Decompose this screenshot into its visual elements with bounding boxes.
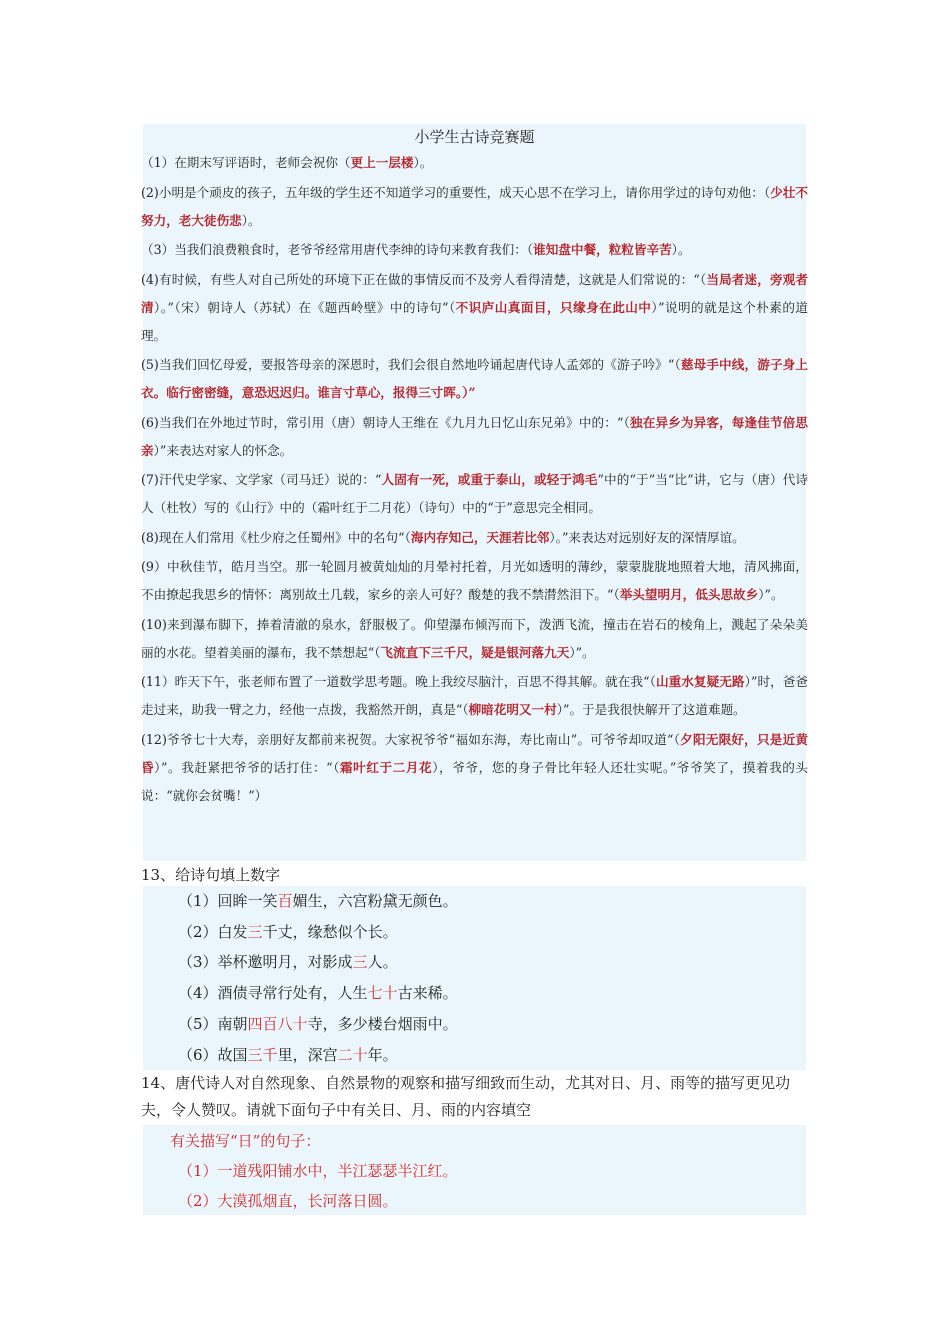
- question-text: ）。”（宋）朝诗人（苏轼）在《题西岭壁》中的诗句“（: [154, 299, 456, 315]
- question-text: ）”。: [569, 644, 595, 660]
- answer-text: 少壮不努力，老大徒伤悲: [141, 184, 809, 228]
- question-item: [141, 524, 808, 552]
- question-item: [141, 553, 808, 609]
- question-text: (12)爷爷七十大寿，亲朋好友都前来祝贺。大家祝爷爷“福如东海，寿比南山”。可爷爷却叹道“（: [141, 731, 681, 747]
- question-text: （1）在期末写评语时，老师会祝你（: [141, 155, 351, 170]
- section14-heading: 14、唐代诗人对自然现象、自然景物的观察和描写细致而生动，尤其对日、月、雨等的描写更见功夫，令人赞叹。请就下面句子中有关日、月、雨的内容填空: [141, 1074, 791, 1119]
- section14-subheading: 有关描写“日”的句子：: [170, 1132, 321, 1150]
- answer-text: 山重水复疑无路: [655, 674, 745, 689]
- question-text: ”中的“于”当“比”讲，它与（唐）代诗人（杜牧）写的《山行》中的（霜叶红于二月花）（诗句）中的“于”意思完全相同。: [141, 472, 809, 515]
- answer-text: 人固有一死，或重于泰山，或轻于鸿毛: [381, 472, 598, 487]
- poem-text: 千丈，缘愁似个长。: [262, 922, 398, 941]
- answer-text: 更上一层楼: [350, 155, 414, 170]
- poem-text: 年。: [367, 1045, 398, 1064]
- number-answer: 二十: [337, 1045, 368, 1064]
- question-text: ）”。: [758, 587, 784, 602]
- poem-text: 里，深宫: [277, 1045, 338, 1064]
- number-answer: 百: [277, 892, 293, 910]
- question-text: (4)有时候，有些人对自己所处的环境下正在做的事情反而不及旁人看得清楚，这就是人们常说的：“（: [141, 271, 707, 287]
- poem-text: （4）酒债寻常行处有，人生: [178, 984, 368, 1003]
- page-title: 小学生古诗竞赛题: [414, 128, 535, 146]
- answer-text: 不识庐山真面目，只缘身在此山中: [455, 299, 652, 315]
- answer-text: 飞流直下三千尺，疑是银河落九天: [380, 644, 570, 660]
- question-text: (10)来到瀑布脚下，捧着清澈的泉水，舒服极了。仰望瀑布倾泻而下，泼洒飞流，撞击在岩石的棱角上，溅起了朵朵美丽的水花。望着美丽的瀑布，我不禁想起“（: [141, 616, 808, 660]
- question-text: (11）昨天下午，张老师布置了一道数学思考题。晚上我绞尽脑汁，百思不得其解。就在我“（: [141, 674, 656, 689]
- answer-text: 当局者迷，旁观者清: [141, 271, 809, 315]
- poem-text: （3）举杯邀明月，对影成: [178, 953, 353, 972]
- section13-heading: 13、给诗句填上数字: [141, 866, 281, 884]
- answer-text: 独在异乡为异客，每逢佳节倍思亲: [141, 414, 808, 458]
- section14-item: （2）大漠孤烟直，长河落日圆。: [178, 1192, 398, 1210]
- question-text: (2)小明是个顽皮的孩子，五年级的学生还不知道学习的重要性，成天心思不在学习上，请你用学过的诗句劝他：（: [141, 184, 771, 200]
- question-item: [141, 266, 808, 350]
- fill-number-item: [178, 1040, 398, 1070]
- fill-number-item: [178, 1009, 458, 1039]
- question-item: [141, 179, 808, 235]
- fill-number-item: [178, 947, 398, 977]
- question-text: (9）中秋佳节，皓月当空。那一轮圆月被黄灿灿的月晕衬托着，月光如透明的薄纱，蒙蒙胧胧地照着大地，清风拂面，不由撩起我思乡的情怀：离别故土几载，家乡的亲人可好？酸楚的我不禁潸然泪下。“（: [141, 559, 808, 602]
- number-answer: 三: [352, 953, 368, 972]
- question-item: [141, 351, 808, 407]
- poem-text: 寺，多少楼台烟雨中。: [307, 1014, 458, 1033]
- question-item: [141, 466, 808, 522]
- question-text: ）”。于是我很快解开了这道难题。: [556, 702, 746, 717]
- question-item: [141, 409, 808, 465]
- answer-text: 夕阳无限好，只是近黄昏: [141, 731, 809, 775]
- question-text: (5)当我们回忆母爱，要报答母亲的深恩时，我们会很自然地吟诵起唐代诗人孟郊的《游子吟》“（: [141, 357, 681, 372]
- poem-text: （2）白发: [178, 922, 248, 941]
- question-text: ）”说明的就是这个朴素的道理。: [141, 299, 808, 343]
- question-list: [141, 149, 808, 811]
- question-text: （3）当我们浪费粮食时，老爷爷经常用唐代李绅的诗句来教育我们：（: [141, 242, 534, 257]
- question-item: [141, 726, 808, 810]
- number-answer: 七十: [367, 984, 398, 1003]
- answer-text: 举头望明月，低头思故乡: [619, 587, 759, 602]
- question-text: ）。”来表达对远别好友的深情厚谊。: [549, 529, 745, 545]
- question-text: ）”。我赶紧把爷爷的话打住：“（: [154, 759, 340, 775]
- number-answer: 四百八十: [247, 1014, 308, 1033]
- question-text: ）。: [241, 212, 261, 228]
- question-item: [141, 668, 808, 724]
- section14-item: （1）一道残阳铺水中，半江瑟瑟半江红。: [178, 1162, 458, 1180]
- question-item: [141, 149, 808, 177]
- poem-text: 媚生，六宫粉黛无颜色。: [292, 892, 458, 910]
- poem-text: （6）故国: [178, 1045, 248, 1064]
- question-item: [141, 236, 808, 264]
- fill-number-item: [178, 978, 458, 1008]
- number-answer: 三千: [247, 1045, 278, 1064]
- question-text: (6)当我们在外地过节时，常引用（唐）朝诗人王维在《九月九日忆山东兄弟》中的：“（: [141, 414, 630, 430]
- question-text: ）”时，爸爸走过来，助我一臂之力，经他一点拨，我豁然开朗，真是“（: [141, 674, 809, 717]
- answer-text: 海内存知己，天涯若比邻: [410, 529, 550, 545]
- poem-text: （5）南朝: [178, 1014, 248, 1033]
- answer-text: 谁知盘中餐，粒粒皆辛苦: [533, 242, 672, 257]
- question-text: ）。: [671, 242, 691, 257]
- answer-text: 慈母手中线，游子身上衣。临行密密缝，意恐迟迟归。谁言寸草心，报得三寸晖。）”: [141, 357, 808, 400]
- question-text: ）。: [413, 155, 433, 170]
- answer-text: 柳暗花明又一村: [468, 702, 557, 717]
- question-text: (7)汗代史学家、文学家（司马迁）说的：“: [141, 472, 382, 487]
- number-answer: 三: [247, 922, 263, 941]
- question-text: ），爷爷，您的身子骨比年轻人还壮实呢。”爷爷笑了，摸着我的头说：“就你会贫嘴！”）: [141, 759, 809, 803]
- question-item: [141, 611, 808, 667]
- poem-text: 人。: [367, 953, 398, 972]
- question-text: (8)现在人们常用《杜少府之任蜀州》中的名句“（: [141, 529, 411, 545]
- poem-text: 古来稀。: [397, 984, 458, 1003]
- answer-text: 霜叶红于二月花: [340, 759, 433, 775]
- fill-number-item: [178, 917, 398, 947]
- poem-text: （1）回眸一笑: [178, 892, 278, 910]
- question-text: ）”来表达对家人的怀念。: [153, 442, 293, 458]
- fill-number-item: [178, 886, 458, 916]
